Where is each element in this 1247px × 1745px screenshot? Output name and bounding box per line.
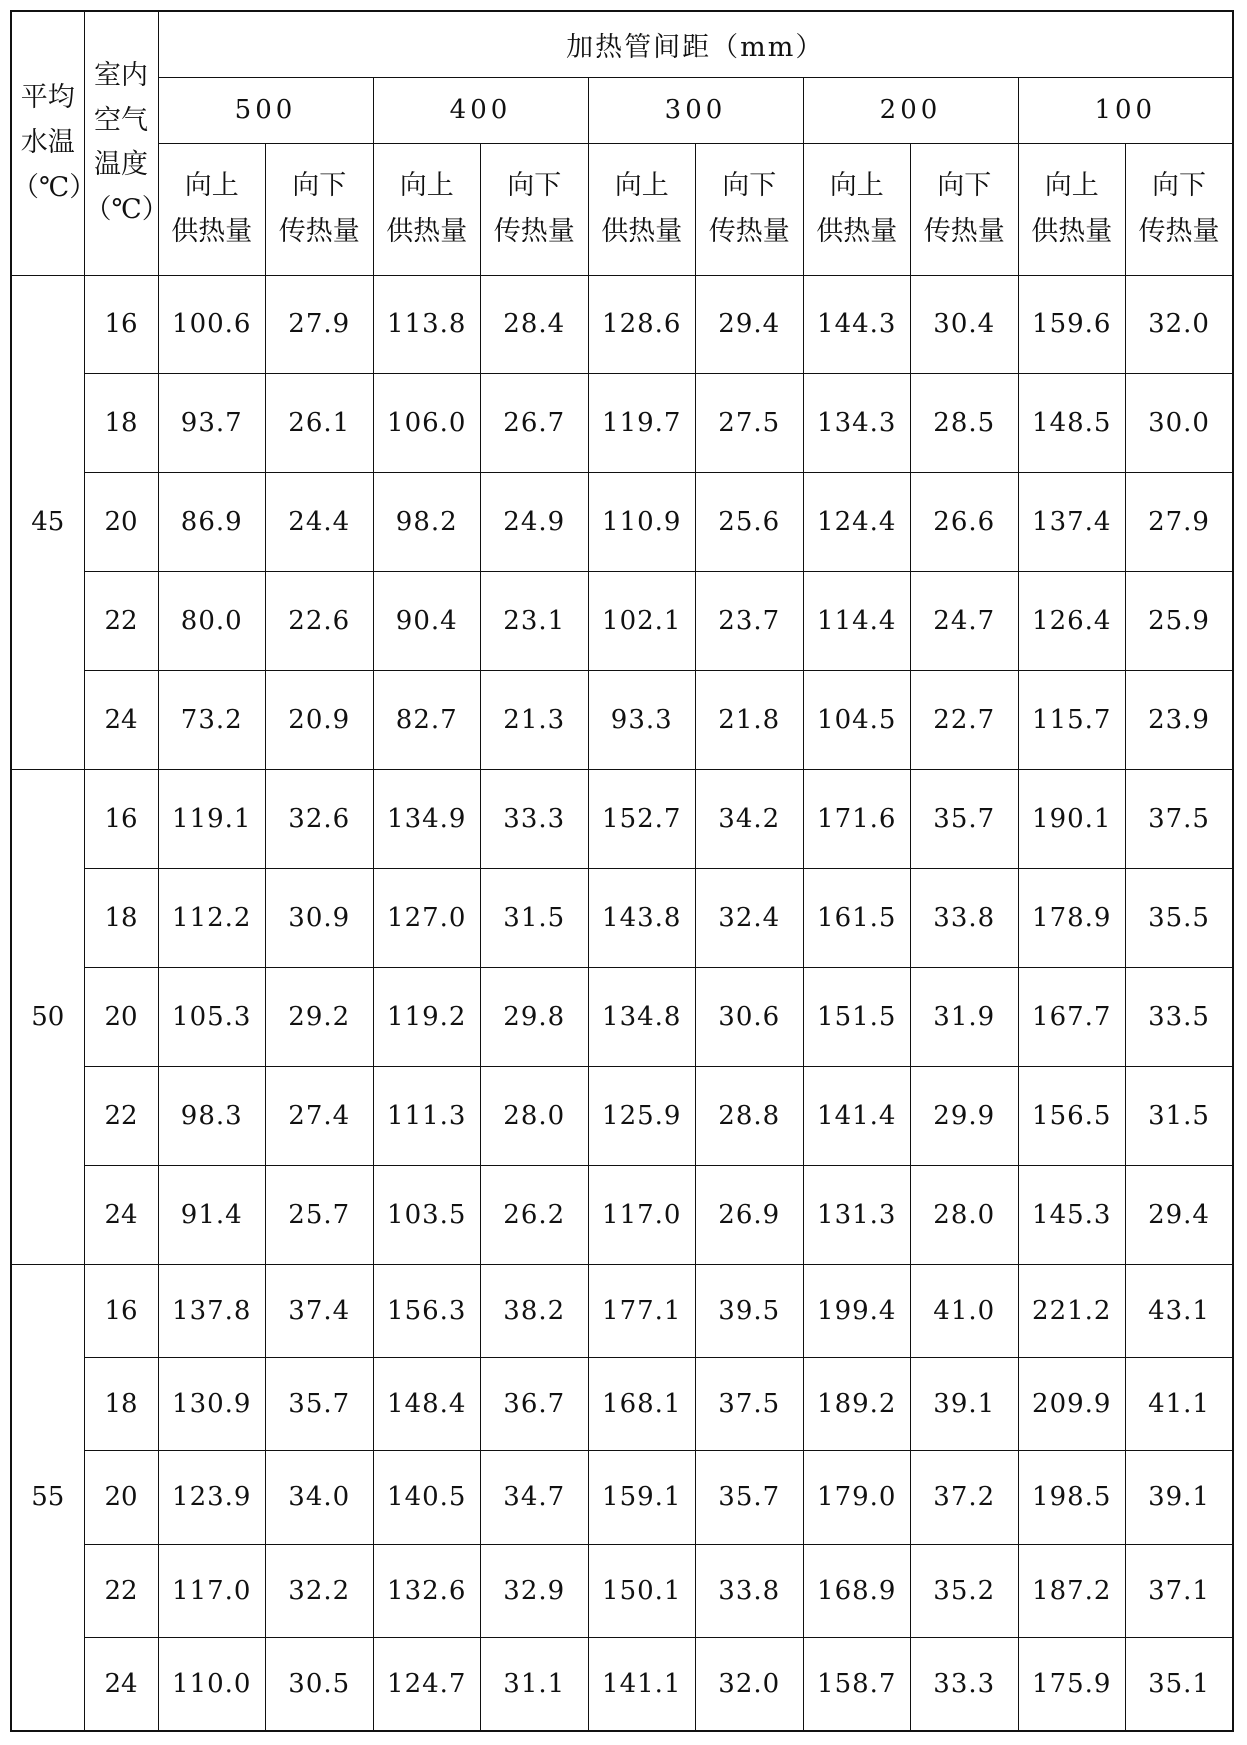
indoor-temp-cell: 24 <box>84 1638 158 1732</box>
upward-heat-cell: 150.1 <box>588 1544 696 1637</box>
spacing-title-header: 加热管间距（mm） <box>158 11 1233 77</box>
upward-heat-header-300: 向上 供热量 <box>588 143 696 275</box>
downward-heat-cell: 32.9 <box>481 1544 589 1637</box>
upward-heat-cell: 190.1 <box>1018 770 1126 869</box>
upward-heat-cell: 111.3 <box>373 1066 481 1165</box>
downward-heat-cell: 34.0 <box>266 1451 374 1544</box>
upward-heat-cell: 132.6 <box>373 1544 481 1637</box>
downward-heat-cell: 27.5 <box>696 374 804 473</box>
downward-heat-cell: 29.8 <box>481 967 589 1066</box>
spacing-header-100: 100 <box>1018 77 1233 143</box>
indoor-temp-cell: 18 <box>84 1357 158 1450</box>
downward-heat-cell: 28.8 <box>696 1066 804 1165</box>
upward-heat-cell: 167.7 <box>1018 967 1126 1066</box>
upward-heat-cell: 177.1 <box>588 1264 696 1357</box>
upward-heat-cell: 179.0 <box>803 1451 911 1544</box>
upward-heat-cell: 93.7 <box>158 374 266 473</box>
table-row <box>11 1264 1233 1357</box>
downward-heat-cell: 37.1 <box>1126 1544 1234 1637</box>
upward-heat-cell: 156.5 <box>1018 1066 1126 1165</box>
upward-heat-cell: 93.3 <box>588 671 696 770</box>
upward-heat-cell: 119.1 <box>158 770 266 869</box>
upward-heat-cell: 119.2 <box>373 967 481 1066</box>
upward-heat-cell: 171.6 <box>803 770 911 869</box>
water-temp-cell: 50 <box>11 770 84 1265</box>
upward-heat-cell: 161.5 <box>803 868 911 967</box>
downward-heat-cell: 30.9 <box>266 868 374 967</box>
upward-heat-cell: 103.5 <box>373 1165 481 1264</box>
downward-heat-cell: 38.2 <box>481 1264 589 1357</box>
indoor-temp-cell: 22 <box>84 1544 158 1637</box>
downward-heat-cell: 32.6 <box>266 770 374 869</box>
upward-heat-cell: 100.6 <box>158 275 266 374</box>
upward-heat-header-200: 向上 供热量 <box>803 143 911 275</box>
downward-heat-header-100: 向下 传热量 <box>1126 143 1234 275</box>
upward-heat-cell: 117.0 <box>588 1165 696 1264</box>
upward-heat-cell: 124.7 <box>373 1638 481 1732</box>
indoor-temp-cell: 16 <box>84 275 158 374</box>
downward-heat-cell: 32.0 <box>696 1638 804 1732</box>
upward-heat-header-100: 向上 供热量 <box>1018 143 1126 275</box>
upward-heat-cell: 126.4 <box>1018 572 1126 671</box>
downward-heat-cell: 35.1 <box>1126 1638 1234 1732</box>
upward-heat-cell: 134.9 <box>373 770 481 869</box>
downward-heat-cell: 34.7 <box>481 1451 589 1544</box>
downward-heat-cell: 43.1 <box>1126 1264 1234 1357</box>
downward-heat-header-300: 向下 传热量 <box>696 143 804 275</box>
direction-header-row <box>11 143 1233 275</box>
downward-heat-cell: 25.7 <box>266 1165 374 1264</box>
downward-heat-cell: 25.6 <box>696 473 804 572</box>
downward-heat-cell: 24.7 <box>911 572 1019 671</box>
table-header <box>11 11 1233 275</box>
upward-heat-cell: 156.3 <box>373 1264 481 1357</box>
downward-heat-cell: 21.3 <box>481 671 589 770</box>
downward-heat-cell: 33.3 <box>911 1638 1019 1732</box>
downward-heat-cell: 30.0 <box>1126 374 1234 473</box>
upward-heat-cell: 134.8 <box>588 967 696 1066</box>
upward-heat-cell: 152.7 <box>588 770 696 869</box>
upward-heat-cell: 115.7 <box>1018 671 1126 770</box>
table-row <box>11 1165 1233 1264</box>
downward-heat-cell: 21.8 <box>696 671 804 770</box>
downward-heat-cell: 22.6 <box>266 572 374 671</box>
downward-heat-cell: 27.4 <box>266 1066 374 1165</box>
indoor-temp-cell: 18 <box>84 868 158 967</box>
upward-heat-cell: 130.9 <box>158 1357 266 1450</box>
upward-heat-cell: 86.9 <box>158 473 266 572</box>
upward-heat-cell: 110.9 <box>588 473 696 572</box>
upward-heat-header-500: 向上 供热量 <box>158 143 266 275</box>
downward-heat-cell: 32.0 <box>1126 275 1234 374</box>
indoor-temp-cell: 20 <box>84 967 158 1066</box>
spacing-header-400: 400 <box>373 77 588 143</box>
downward-heat-cell: 23.7 <box>696 572 804 671</box>
upward-heat-cell: 110.0 <box>158 1638 266 1732</box>
upward-heat-cell: 209.9 <box>1018 1357 1126 1450</box>
downward-heat-cell: 33.8 <box>911 868 1019 967</box>
spacing-header-200: 200 <box>803 77 1018 143</box>
downward-heat-cell: 20.9 <box>266 671 374 770</box>
indoor-temp-cell: 24 <box>84 671 158 770</box>
downward-heat-cell: 33.3 <box>481 770 589 869</box>
upward-heat-cell: 187.2 <box>1018 1544 1126 1637</box>
downward-heat-cell: 28.4 <box>481 275 589 374</box>
downward-heat-cell: 36.7 <box>481 1357 589 1450</box>
table-row <box>11 1638 1233 1732</box>
downward-heat-cell: 29.9 <box>911 1066 1019 1165</box>
downward-heat-cell: 31.5 <box>1126 1066 1234 1165</box>
upward-heat-cell: 112.2 <box>158 868 266 967</box>
indoor-temp-cell: 22 <box>84 1066 158 1165</box>
indoor-temp-cell: 16 <box>84 770 158 869</box>
downward-heat-cell: 30.6 <box>696 967 804 1066</box>
indoor-temp-header: 室内 空气 温度 （℃） <box>84 11 158 275</box>
upward-heat-cell: 113.8 <box>373 275 481 374</box>
downward-heat-cell: 29.2 <box>266 967 374 1066</box>
upward-heat-cell: 178.9 <box>1018 868 1126 967</box>
downward-heat-cell: 39.1 <box>911 1357 1019 1450</box>
downward-heat-cell: 35.7 <box>696 1451 804 1544</box>
downward-heat-cell: 37.2 <box>911 1451 1019 1544</box>
upward-heat-cell: 119.7 <box>588 374 696 473</box>
downward-heat-cell: 37.4 <box>266 1264 374 1357</box>
table-row <box>11 1544 1233 1637</box>
downward-heat-cell: 35.7 <box>266 1357 374 1450</box>
upward-heat-cell: 124.4 <box>803 473 911 572</box>
downward-heat-cell: 33.8 <box>696 1544 804 1637</box>
upward-heat-cell: 141.1 <box>588 1638 696 1732</box>
upward-heat-cell: 141.4 <box>803 1066 911 1165</box>
table-row <box>11 374 1233 473</box>
downward-heat-cell: 24.4 <box>266 473 374 572</box>
upward-heat-cell: 148.5 <box>1018 374 1126 473</box>
table-row <box>11 1066 1233 1165</box>
upward-heat-cell: 134.3 <box>803 374 911 473</box>
table-row <box>11 275 1233 374</box>
upward-heat-cell: 123.9 <box>158 1451 266 1544</box>
downward-heat-cell: 22.7 <box>911 671 1019 770</box>
downward-heat-header-200: 向下 传热量 <box>911 143 1019 275</box>
downward-heat-cell: 30.4 <box>911 275 1019 374</box>
upward-heat-cell: 82.7 <box>373 671 481 770</box>
spacing-header-row <box>11 77 1233 143</box>
table-row <box>11 868 1233 967</box>
upward-heat-cell: 199.4 <box>803 1264 911 1357</box>
downward-heat-cell: 37.5 <box>1126 770 1234 869</box>
upward-heat-cell: 137.8 <box>158 1264 266 1357</box>
downward-heat-cell: 26.6 <box>911 473 1019 572</box>
downward-heat-cell: 32.4 <box>696 868 804 967</box>
upward-heat-header-400: 向上 供热量 <box>373 143 481 275</box>
indoor-temp-cell: 20 <box>84 473 158 572</box>
table-row <box>11 967 1233 1066</box>
downward-heat-cell: 37.5 <box>696 1357 804 1450</box>
upward-heat-cell: 158.7 <box>803 1638 911 1732</box>
indoor-temp-cell: 20 <box>84 1451 158 1544</box>
downward-heat-cell: 41.1 <box>1126 1357 1234 1450</box>
downward-heat-cell: 31.5 <box>481 868 589 967</box>
table-body <box>11 275 1233 1731</box>
upward-heat-cell: 114.4 <box>803 572 911 671</box>
downward-heat-cell: 26.1 <box>266 374 374 473</box>
water-temp-cell: 55 <box>11 1264 84 1731</box>
downward-heat-cell: 29.4 <box>696 275 804 374</box>
upward-heat-cell: 127.0 <box>373 868 481 967</box>
upward-heat-cell: 98.2 <box>373 473 481 572</box>
table-row <box>11 671 1233 770</box>
downward-heat-cell: 35.7 <box>911 770 1019 869</box>
upward-heat-cell: 98.3 <box>158 1066 266 1165</box>
downward-heat-cell: 35.5 <box>1126 868 1234 967</box>
upward-heat-cell: 159.1 <box>588 1451 696 1544</box>
downward-heat-header-400: 向下 传热量 <box>481 143 589 275</box>
downward-heat-cell: 27.9 <box>1126 473 1234 572</box>
table-row <box>11 1357 1233 1450</box>
downward-heat-cell: 26.7 <box>481 374 589 473</box>
indoor-temp-cell: 18 <box>84 374 158 473</box>
spacing-header-500: 500 <box>158 77 373 143</box>
water-temp-cell: 45 <box>11 275 84 770</box>
upward-heat-cell: 221.2 <box>1018 1264 1126 1357</box>
downward-heat-cell: 32.2 <box>266 1544 374 1637</box>
downward-heat-header-500: 向下 传热量 <box>266 143 374 275</box>
upward-heat-cell: 144.3 <box>803 275 911 374</box>
downward-heat-cell: 29.4 <box>1126 1165 1234 1264</box>
downward-heat-cell: 26.9 <box>696 1165 804 1264</box>
downward-heat-cell: 24.9 <box>481 473 589 572</box>
upward-heat-cell: 143.8 <box>588 868 696 967</box>
upward-heat-cell: 128.6 <box>588 275 696 374</box>
upward-heat-cell: 91.4 <box>158 1165 266 1264</box>
upward-heat-cell: 148.4 <box>373 1357 481 1450</box>
upward-heat-cell: 198.5 <box>1018 1451 1126 1544</box>
downward-heat-cell: 39.1 <box>1126 1451 1234 1544</box>
downward-heat-cell: 28.5 <box>911 374 1019 473</box>
upward-heat-cell: 80.0 <box>158 572 266 671</box>
upward-heat-cell: 73.2 <box>158 671 266 770</box>
upward-heat-cell: 140.5 <box>373 1451 481 1544</box>
upward-heat-cell: 168.9 <box>803 1544 911 1637</box>
downward-heat-cell: 28.0 <box>911 1165 1019 1264</box>
table-row <box>11 473 1233 572</box>
downward-heat-cell: 39.5 <box>696 1264 804 1357</box>
downward-heat-cell: 41.0 <box>911 1264 1019 1357</box>
upward-heat-cell: 175.9 <box>1018 1638 1126 1732</box>
upward-heat-cell: 125.9 <box>588 1066 696 1165</box>
upward-heat-cell: 168.1 <box>588 1357 696 1450</box>
heat-output-table <box>10 10 1234 1732</box>
downward-heat-cell: 28.0 <box>481 1066 589 1165</box>
downward-heat-cell: 35.2 <box>911 1544 1019 1637</box>
downward-heat-cell: 25.9 <box>1126 572 1234 671</box>
upward-heat-cell: 106.0 <box>373 374 481 473</box>
downward-heat-cell: 33.5 <box>1126 967 1234 1066</box>
table-row <box>11 1451 1233 1544</box>
downward-heat-cell: 30.5 <box>266 1638 374 1732</box>
upward-heat-cell: 105.3 <box>158 967 266 1066</box>
downward-heat-cell: 23.1 <box>481 572 589 671</box>
spacing-header-300: 300 <box>588 77 803 143</box>
table-row <box>11 770 1233 869</box>
downward-heat-cell: 34.2 <box>696 770 804 869</box>
upward-heat-cell: 137.4 <box>1018 473 1126 572</box>
upward-heat-cell: 102.1 <box>588 572 696 671</box>
downward-heat-cell: 27.9 <box>266 275 374 374</box>
downward-heat-cell: 31.1 <box>481 1638 589 1732</box>
water-temp-header: 平均 水温 （℃） <box>11 11 84 275</box>
upward-heat-cell: 117.0 <box>158 1544 266 1637</box>
upward-heat-cell: 104.5 <box>803 671 911 770</box>
downward-heat-cell: 31.9 <box>911 967 1019 1066</box>
table-row <box>11 572 1233 671</box>
upward-heat-cell: 90.4 <box>373 572 481 671</box>
downward-heat-cell: 26.2 <box>481 1165 589 1264</box>
downward-heat-cell: 23.9 <box>1126 671 1234 770</box>
upward-heat-cell: 151.5 <box>803 967 911 1066</box>
indoor-temp-cell: 24 <box>84 1165 158 1264</box>
upward-heat-cell: 189.2 <box>803 1357 911 1450</box>
upward-heat-cell: 131.3 <box>803 1165 911 1264</box>
upward-heat-cell: 145.3 <box>1018 1165 1126 1264</box>
upward-heat-cell: 159.6 <box>1018 275 1126 374</box>
indoor-temp-cell: 16 <box>84 1264 158 1357</box>
indoor-temp-cell: 22 <box>84 572 158 671</box>
